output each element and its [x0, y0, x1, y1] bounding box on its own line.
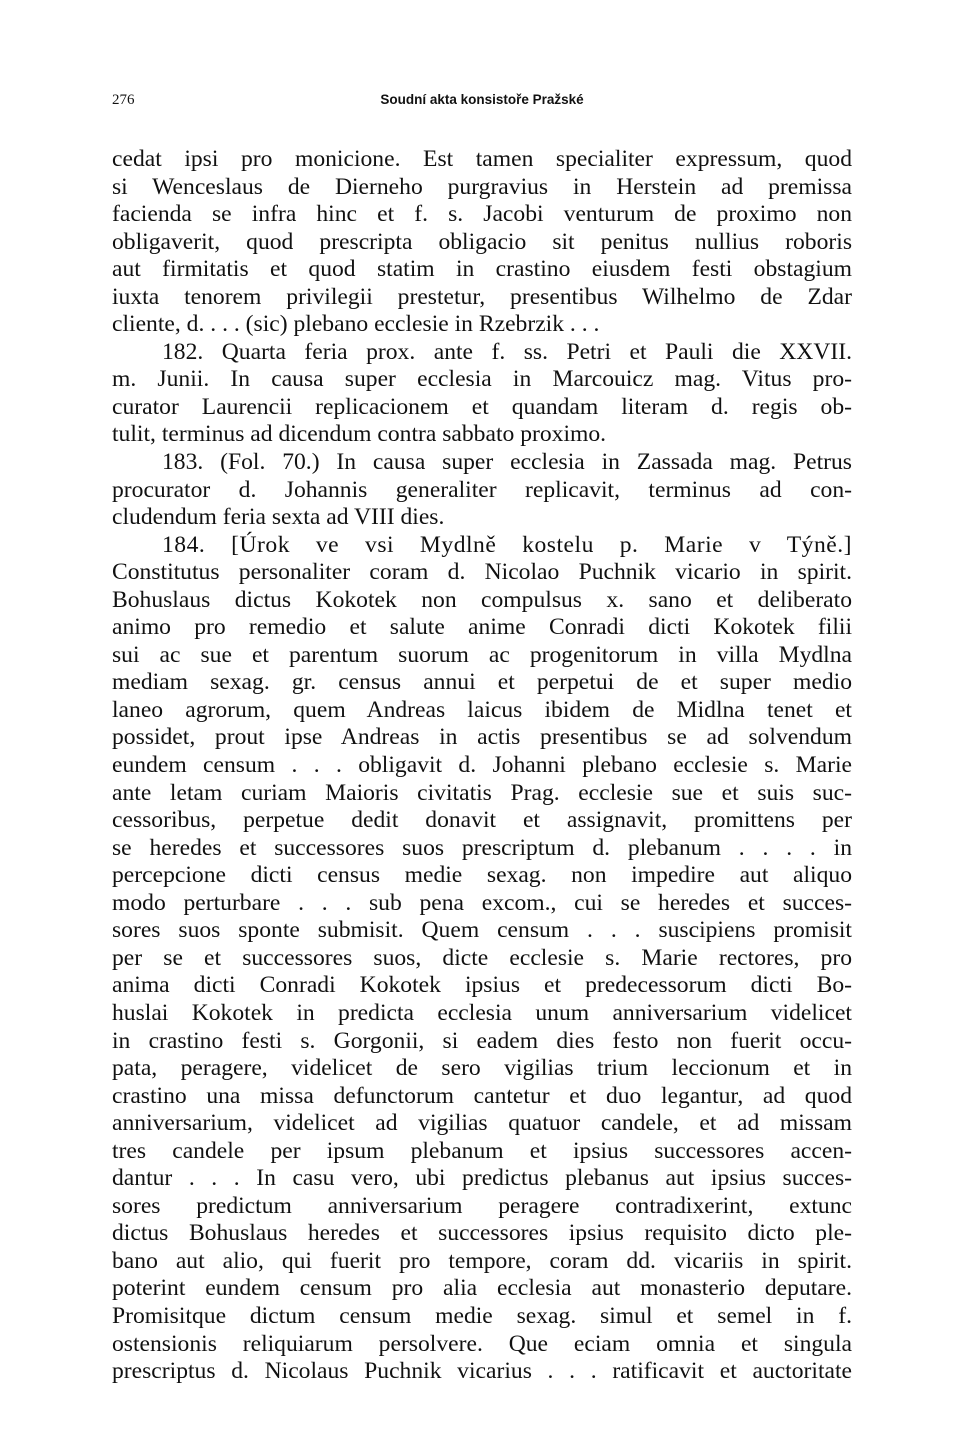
- text-line: anniversarium, videlicet ad vigilias quatuor candele, et ad missam: [112, 1110, 852, 1137]
- text-line: modo perturbare . . . sub pena excom., cui se heredes et succes-: [112, 889, 852, 916]
- text-line: cessoribus, perpetue dedit donavit et assignavit, promittens per: [112, 807, 852, 834]
- text-line: prescriptus d. Nicolaus Puchnik vicarius . . . ratificavit et auctoritate: [112, 1358, 852, 1385]
- running-head: Soudní akta konsistoře Pražské: [380, 92, 584, 107]
- text-line: sui ac sue et parentum suorum ac progenitorum in villa Mydlna: [112, 641, 852, 668]
- text-line: ante letam curiam Maioris civitatis Prag. ecclesie sue et suis suc-: [112, 779, 852, 806]
- text-line: poterint eundem censum pro alia ecclesia aut monasterio deputare.: [112, 1275, 852, 1302]
- text-line: animo pro remedio et salute anime Conradi dicti Kokotek filii: [112, 614, 852, 641]
- text-line: dictus Bohuslaus heredes et successores ipsius requisito dicto ple-: [112, 1220, 852, 1247]
- text-line: anima dicti Conradi Kokotek ipsius et predecessorum dicti Bo-: [112, 972, 852, 999]
- text-line: facienda se infra hinc et f. s. Jacobi venturum de proximo non: [112, 201, 852, 228]
- text-line: tulit, terminus ad dicendum contra sabbato proximo.: [112, 421, 607, 448]
- text-line: procurator d. Johannis generaliter replicavit, terminus ad con-: [112, 476, 852, 503]
- page-header: [112, 92, 852, 114]
- text-line: bano aut alio, qui fuerit pro tempore, coram dd. vicariis in spirit.: [112, 1247, 852, 1274]
- text-line: m. Junii. In causa super ecclesia in Marcouicz mag. Vitus pro-: [112, 366, 852, 393]
- text-line: cliente, d. . . . (sic) plebano ecclesie in Rzebrzik . . .: [112, 311, 600, 338]
- text-line: in crastino festi s. Gorgonii, si eadem dies festo non fuerit occu-: [112, 1027, 852, 1054]
- body-text: [112, 146, 852, 1386]
- text-line: cedat ipsi pro monicione. Est tamen specialiter expressum, quod: [112, 146, 852, 172]
- text-line: si Wenceslaus de Dierneho purgravius in Herstein ad premissa: [112, 173, 852, 200]
- text-line: pata, peragere, videlicet de sero vigilias trium leccionum et in: [112, 1055, 852, 1082]
- text-line: Promisitque dictum censum medie sexag. simul et semel in f.: [112, 1302, 852, 1329]
- text-line: tres candele per ipsum plebanum et ipsius successores accen-: [112, 1137, 852, 1164]
- text-line: se heredes et successores suos prescriptum d. plebanum . . . . in: [112, 834, 852, 861]
- text-line: dantur . . . In casu vero, ubi predictus plebanus aut ipsius succes-: [112, 1165, 852, 1192]
- text-line: ostensionis reliquiarum persolvere. Que eciam omnia et singula: [112, 1330, 852, 1357]
- text-line: aut firmitatis et quod statim in crastino eiusdem festi obstagium: [112, 256, 852, 283]
- text-line: per se et successores suos, dicte ecclesie s. Marie rectores, pro: [112, 944, 852, 971]
- text-line: cludendum feria sexta ad VIII dies.: [112, 504, 445, 531]
- text-line: Constitutus personaliter coram d. Nicolao Puchnik vicario in spirit.: [112, 559, 852, 586]
- text-line: Bohuslaus dictus Kokotek non compulsus x. sano et deliberato: [112, 586, 852, 613]
- text-line: sores suos sponte submisit. Quem censum . . . suscipiens promisit: [112, 917, 852, 944]
- text-line: iuxta tenorem privilegii prestetur, presentibus Wilhelmo de Zdar: [112, 283, 852, 310]
- text-line: eundem censum . . . obligavit d. Johanni plebano ecclesie s. Marie: [112, 752, 852, 779]
- text-line: laneo agrorum, quem Andreas laicus ibidem de Midlna tenet et: [112, 696, 852, 723]
- entry-182-heading: 182. Quarta feria prox. ante f. ss. Petri et Pauli die XXVII.: [162, 338, 852, 365]
- text-line: possidet, prout ipse Andreas in actis presentibus se ad solvendum: [112, 724, 852, 751]
- entry-184-heading: 184. [Úrok ve vsi Mydlně kostelu p. Marie v Týně.]: [162, 531, 852, 558]
- text-line: sores predictum anniversarium peragere contradixerint, extunc: [112, 1192, 852, 1219]
- text-line: huslai Kokotek in predicta ecclesia unum anniversarium videlicet: [112, 999, 852, 1026]
- text-line: obligaverit, quod prescripta obligacio sit penitus nullius roboris: [112, 228, 852, 255]
- page-number: 276: [112, 92, 135, 108]
- entry-183-heading: 183. (Fol. 70.) In causa super ecclesia in Zassada mag. Petrus: [162, 449, 852, 476]
- text-line: percepcione dicti census medie sexag. non impedire aut aliquo: [112, 862, 852, 889]
- text-line: crastino una missa defunctorum cantetur et duo legantur, ad quod: [112, 1082, 852, 1109]
- text-line: mediam sexag. gr. census annui et perpetui de et super medio: [112, 669, 852, 696]
- text-line: curator Laurencii replicacionem et quandam literam d. regis ob-: [112, 393, 852, 420]
